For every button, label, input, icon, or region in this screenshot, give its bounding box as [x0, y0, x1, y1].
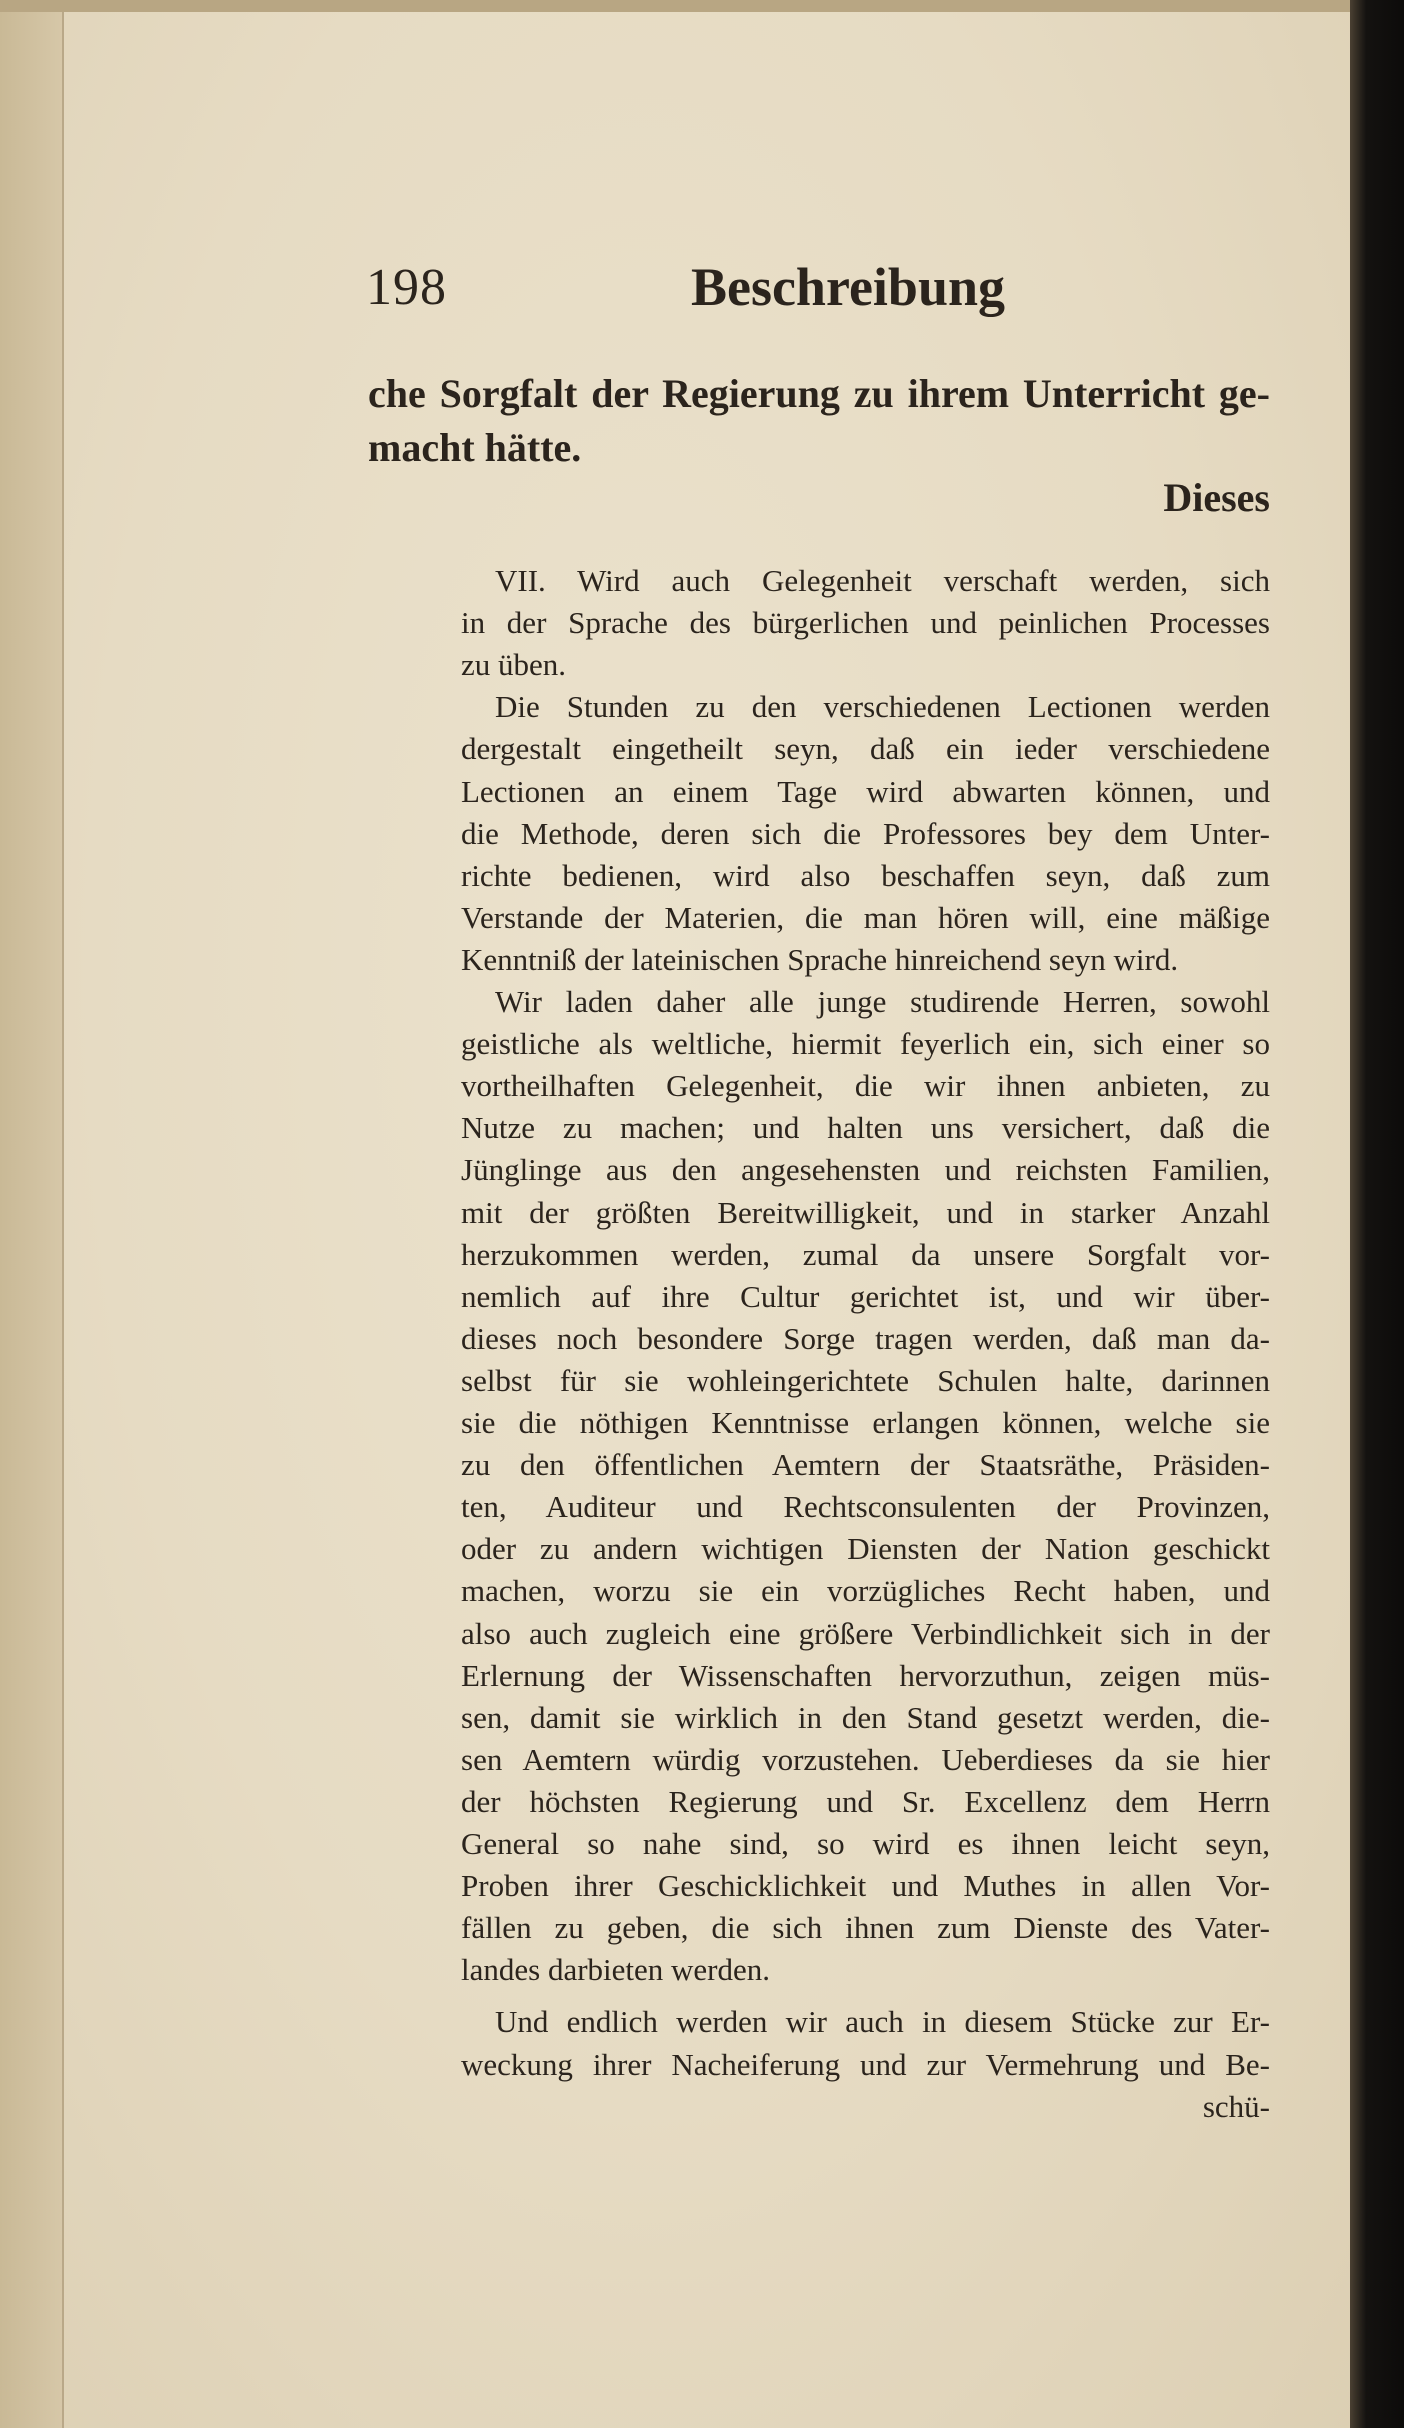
text-line: vortheilhaften Gelegenheit, die wir ihnen anbieten, zu — [461, 1068, 1270, 1104]
text-line: General so nahe sind, so wird es ihnen leicht seyn, — [461, 1826, 1270, 1861]
text-line: in der Sprache des bürgerlichen und peinlichen Processes — [461, 605, 1270, 641]
text-line: zu üben. — [461, 647, 567, 683]
text-line: der höchsten Regierung und Sr. Excellenz dem Herrn — [461, 1783, 1270, 1819]
page-number: 198 — [366, 259, 447, 316]
text-line: die Methode, deren sich die Professores bey dem Unter- — [461, 815, 1270, 851]
text-line: Lectionen an einem Tage wird abwarten können, und — [461, 773, 1270, 809]
text-line: Kenntniß der lateinischen Sprache hinreichend seyn wird. — [461, 941, 1179, 977]
text-line: dergestalt eingetheilt seyn, daß ein ieder verschiedene — [461, 731, 1270, 767]
text-line: sen, damit sie wirklich in den Stand gesetzt werden, die- — [461, 1699, 1270, 1735]
scan-top-edge — [0, 0, 1404, 12]
paragraph-first-line: Die Stunden zu den verschiedenen Lectionen werden — [495, 689, 1270, 725]
text-line: oder zu andern wichtigen Diensten der Nation geschickt — [461, 1531, 1270, 1567]
text-line: geistliche als weltliche, hiermit feyerlich ein, sich einer so — [461, 1026, 1270, 1062]
paragraph-first-line: Wir laden daher alle junge studirende Herren, sowohl — [495, 984, 1270, 1019]
text-line: machen, worzu sie ein vorzügliches Recht haben, und — [461, 1573, 1270, 1609]
text-line: weckung ihrer Nacheiferung und zur Vermehrung und Be- — [461, 2046, 1270, 2082]
text-line: dieses noch besondere Sorge tragen werden, daß man da- — [461, 1320, 1270, 1356]
text-line: Jünglinge aus den angesehensten und reichsten Familien, — [461, 1152, 1270, 1188]
catchword: Dieses — [1163, 475, 1270, 520]
text-line: zu den öffentlichen Aemtern der Staatsräthe, Präsiden- — [461, 1447, 1270, 1483]
paragraph-first-line: VII. Wird auch Gelegenheit verschaft werden, sich — [495, 563, 1270, 598]
text-line: also auch zugleich eine größere Verbindlichkeit sich in der — [461, 1615, 1270, 1651]
text-line: Nutze zu machen; und halten uns versichert, daß die — [461, 1110, 1270, 1146]
text-line: Erlernung der Wissenschaften hervorzuthun, zeigen müs- — [461, 1657, 1270, 1693]
scan-background — [0, 0, 62, 2428]
text-line: ten, Auditeur und Rechtsconsulenten der Provinzen, — [461, 1489, 1270, 1525]
text-line: mit der größten Bereitwilligkeit, und in starker Anzahl — [461, 1194, 1270, 1230]
text-line: richte bedienen, wird also beschaffen seyn, daß zum — [461, 857, 1270, 893]
book-binding-edge — [1350, 0, 1404, 2428]
text-line: sen Aemtern würdig vorzustehen. Ueberdieses da sie hier — [461, 1741, 1270, 1777]
text-line: sie die nöthigen Kenntnisse erlangen können, welche sie — [461, 1405, 1270, 1440]
text-line: selbst für sie wohleingerichtete Schulen halte, darinnen — [461, 1362, 1270, 1398]
text-line: che Sorgfalt der Regierung zu ihrem Unterricht ge- — [368, 371, 1270, 416]
text-line: nemlich auf ihre Cultur gerichtet ist, und wir über- — [461, 1278, 1270, 1314]
running-title: Beschreibung — [690, 257, 1006, 317]
paragraph-first-line: Und endlich werden wir auch in diesem Stücke zur Er- — [495, 2004, 1270, 2040]
text-line: fällen zu geben, die sich ihnen zum Dienste des Vater- — [461, 1910, 1270, 1946]
text-line: macht hätte. — [368, 425, 582, 470]
text-line: landes darbieten werden. — [461, 1952, 771, 1988]
text-line: Verstande der Materien, die man hören will, eine mäßige — [461, 899, 1270, 935]
text-line: Proben ihrer Geschicklichkeit und Muthes in allen Vor- — [461, 1868, 1270, 1904]
catchword: schü- — [1202, 2088, 1270, 2124]
text-line: herzukommen werden, zumal da unsere Sorgfalt vor- — [461, 1236, 1270, 1272]
